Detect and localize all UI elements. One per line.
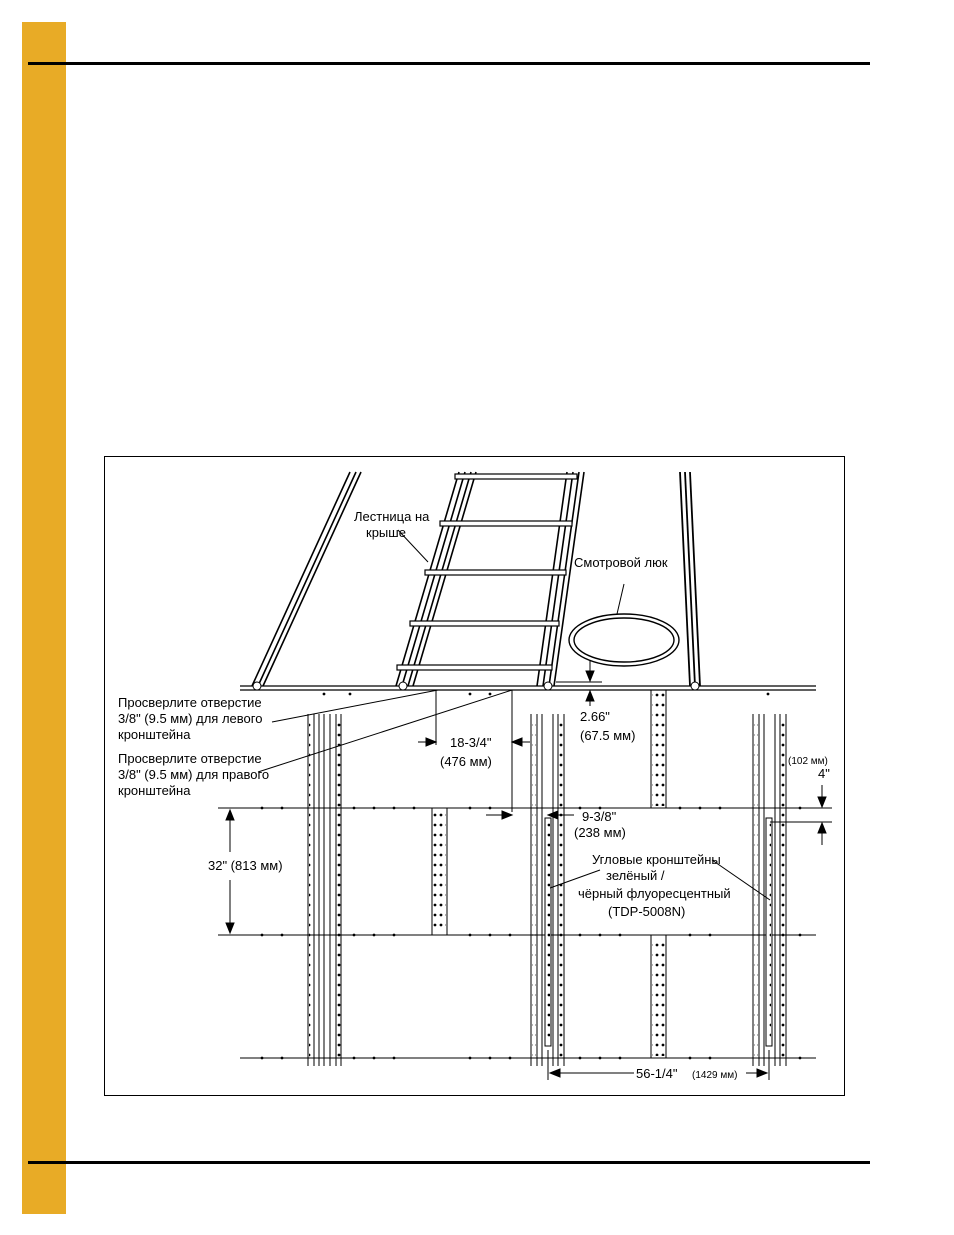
- splice-plate-holes-3: [652, 937, 665, 1056]
- eave-line: [240, 686, 816, 690]
- label-roof-ladder-2: крыше: [366, 525, 406, 540]
- dim-1834in: [418, 690, 530, 812]
- label-dim-5614-mm: (1429 мм): [692, 1070, 738, 1081]
- label-roof-ladder-1: Лестница на: [354, 509, 430, 524]
- label-dim-266-mm: (67.5 мм): [580, 728, 636, 743]
- label-dim-266-in: 2.66": [580, 709, 610, 724]
- label-dim-938-mm: (238 мм): [574, 825, 626, 840]
- stiffener-middle-holes-b: [559, 720, 563, 1060]
- label-dim-32: 32" (813 мм): [208, 858, 283, 873]
- label-drill-left-2: 3/8" (9.5 мм) для левого: [118, 711, 263, 726]
- label-drill-right-3: кронштейна: [118, 783, 191, 798]
- label-dim-102-mm: (102 мм): [788, 756, 828, 767]
- dim-266in: [556, 660, 602, 706]
- corner-bracket-middle-holes: [546, 822, 550, 1042]
- label-drill-right-1: Просверлите отверстие: [118, 751, 262, 766]
- label-dim-1834-in: 18-3/4": [450, 735, 492, 750]
- manhole-cover: [569, 614, 679, 666]
- splice-plate-holes-1: [433, 810, 446, 932]
- label-drill-left-3: кронштейна: [118, 727, 191, 742]
- splice-plate-holes-2: [652, 692, 665, 806]
- label-brackets-4: (TDP-5008N): [608, 904, 686, 919]
- roof-ladder: [396, 472, 584, 686]
- manhole-leader: [617, 584, 624, 614]
- stiffener-left-holes-a: [309, 720, 313, 1060]
- stiffener-right-holes-b: [781, 720, 785, 1060]
- label-drill-right-2: 3/8" (9.5 мм) для правого: [118, 767, 270, 782]
- label-drill-left-1: Просверлите отверстие: [118, 695, 262, 710]
- label-brackets-3: чёрный флуоресцентный: [578, 886, 731, 901]
- label-manhole: Смотровой люк: [574, 555, 668, 570]
- stiffener-left-holes-b: [337, 720, 341, 1060]
- leader-lines: [258, 530, 770, 900]
- label-dim-5614-in: 56-1/4": [636, 1066, 678, 1081]
- roof-rib-right: [680, 472, 700, 686]
- label-dim-4-in: 4": [818, 766, 830, 781]
- label-dim-1834-mm: (476 мм): [440, 754, 492, 769]
- label-brackets-2: зелёный /: [606, 868, 665, 883]
- roof-rib-left: [252, 472, 361, 686]
- stiffener-middle-holes-a: [532, 720, 536, 1060]
- dim-4in: [770, 785, 832, 845]
- corner-bracket-right-holes: [767, 822, 771, 1042]
- label-brackets-1: Угловые кронштейны: [592, 852, 721, 867]
- label-dim-938-in: 9-3/8": [582, 809, 617, 824]
- wall-seams: [240, 808, 816, 1058]
